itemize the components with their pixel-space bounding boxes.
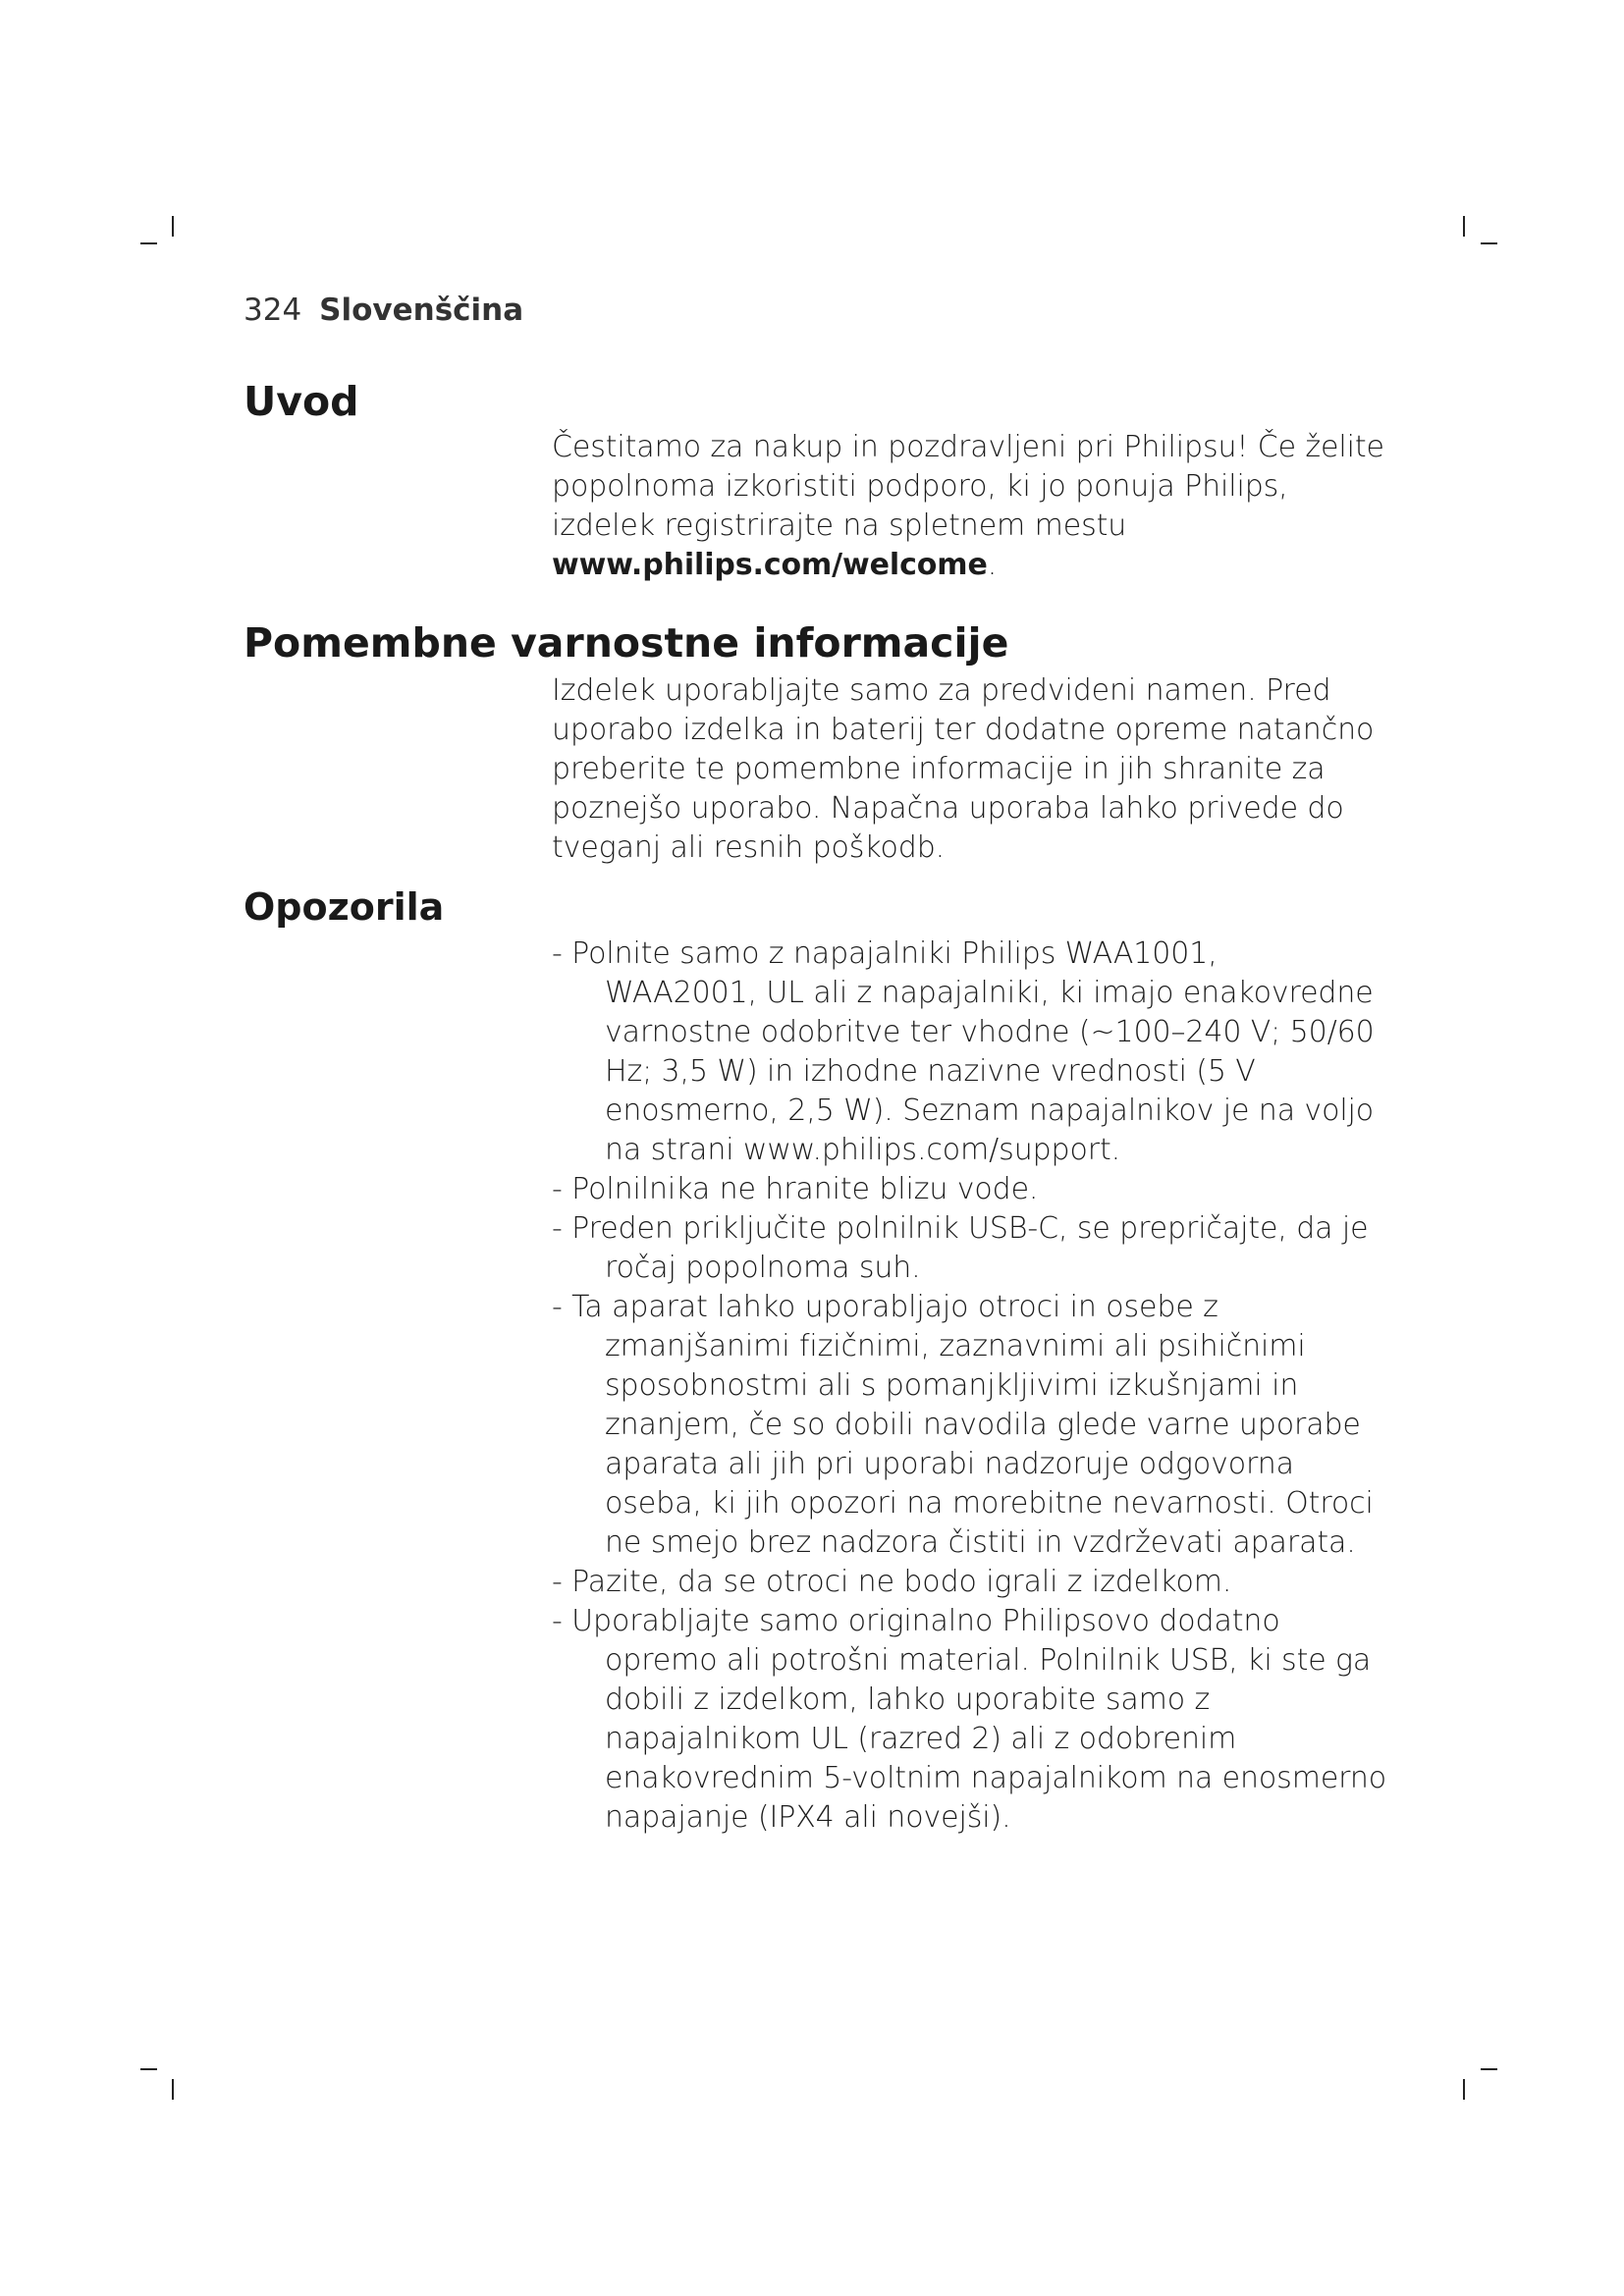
list-item (552, 1563, 1416, 1602)
crop-mark-bottom-left-v (172, 2079, 174, 2100)
list-item (552, 1288, 1416, 1563)
list-item-line: ne smejo brez nadzora čistiti in vzdrževati aparata. (605, 1525, 1356, 1560)
list-item-line: znanjem, če so dobili navodila glede varne uporabe (605, 1408, 1361, 1442)
list-item-line: aparata ali jih pri uporabi nadzoruje odgovorna (605, 1447, 1294, 1481)
list-item-line: Hz; 3,5 W) in izhodne nazivne vrednosti (5 V (605, 1054, 1256, 1089)
safety-line: tveganj ali resnih poškodb. (552, 830, 946, 865)
list-item-line: napajanje (IPX4 ali novejši). (605, 1800, 1011, 1835)
list-item-line: WAA2001, UL ali z napajalniki, ki imajo enakovredne (605, 976, 1374, 1010)
list-item-line: - Polnilnika ne hranite blizu vode. (552, 1172, 1039, 1206)
warnings-list (552, 934, 1416, 1838)
list-item (552, 1602, 1416, 1838)
list-item (552, 1170, 1416, 1209)
safety-line: uporabo izdelka in baterij ter dodatne opreme natančno (552, 713, 1375, 747)
crop-mark-top-right-h (1481, 242, 1497, 244)
intro-url-suffix: . (987, 548, 998, 582)
list-item-line: enosmerno, 2,5 W). Seznam napajalnikov je na voljo (605, 1094, 1375, 1128)
safety-paragraph (552, 671, 1416, 868)
safety-line: Izdelek uporabljajte samo za predvideni namen. Pred (552, 673, 1331, 708)
list-item-line: oseba, ki jih opozori na morebitne nevarnosti. Otroci (605, 1486, 1374, 1521)
crop-mark-bottom-right-v (1463, 2079, 1465, 2100)
list-item-line: - Preden priključite polnilnik USB-C, se prepričajte, da je (552, 1211, 1369, 1246)
intro-paragraph (552, 428, 1416, 585)
list-item-line: napajalnikom UL (razred 2) ali z odobrenim (605, 1722, 1237, 1756)
list-item-line: ročaj popolnoma suh. (605, 1251, 921, 1285)
list-item-line: - Pazite, da se otroci ne bodo igrali z izdelkom. (552, 1565, 1232, 1599)
list-item-line: - Polnite samo z napajalniki Philips WAA1001, (552, 936, 1218, 971)
crop-mark-top-left-v (172, 216, 174, 237)
list-item-line: enakovrednim 5-voltnim napajalnikom na enosmerno (605, 1761, 1387, 1795)
intro-line: popolnoma izkoristiti podporo, ki jo ponuja Philips, (552, 469, 1288, 504)
crop-mark-top-left-h (140, 242, 157, 244)
warnings-heading (244, 883, 444, 931)
list-item-line: dobili z izdelkom, lahko uporabite samo z (605, 1682, 1211, 1717)
warnings-heading-text: Opozorila (244, 885, 445, 929)
crop-mark-bottom-right-h (1481, 2068, 1497, 2070)
intro-heading: Uvod (244, 378, 359, 425)
list-item-line: - Uporabljajte samo originalno Philipsovo dodatno (552, 1604, 1280, 1638)
list-item-line: opremo ali potrošni material. Polnilnik USB, ki ste ga (605, 1643, 1372, 1678)
list-item-line: - Ta aparat lahko uporabljajo otroci in osebe z (552, 1290, 1218, 1324)
safety-heading: Pomembne varnostne informacije (244, 619, 1009, 667)
crop-mark-bottom-left-h (140, 2068, 157, 2070)
list-item (552, 934, 1416, 1170)
welcome-link[interactable]: www.philips.com/welcome (552, 548, 988, 582)
intro-url-line (552, 546, 1416, 585)
page-number: 324 (244, 293, 302, 328)
page-language: Slovenščina (319, 293, 524, 328)
page-header (244, 291, 523, 330)
safety-line: poznejšo uporabo. Napačna uporaba lahko privede do (552, 791, 1344, 826)
list-item-line: na strani www.philips.com/support. (605, 1133, 1121, 1167)
intro-line: izdelek registrirajte na spletnem mestu (552, 508, 1127, 543)
safety-line: preberite te pomembne informacije in jih shranite za (552, 752, 1326, 786)
list-item (552, 1209, 1416, 1288)
list-item-line: sposobnostmi ali s pomanjkljivimi izkušnjami in (605, 1368, 1299, 1403)
intro-line: Čestitamo za nakup in pozdravljeni pri Philipsu! Če želite (552, 430, 1384, 464)
crop-mark-top-right-v (1463, 216, 1465, 237)
list-item-line: varnostne odobritve ter vhodne (~100–240 V; 50/60 (605, 1015, 1375, 1049)
list-item-line: zmanjšanimi fizičnimi, zaznavnimi ali psihičnimi (605, 1329, 1306, 1363)
